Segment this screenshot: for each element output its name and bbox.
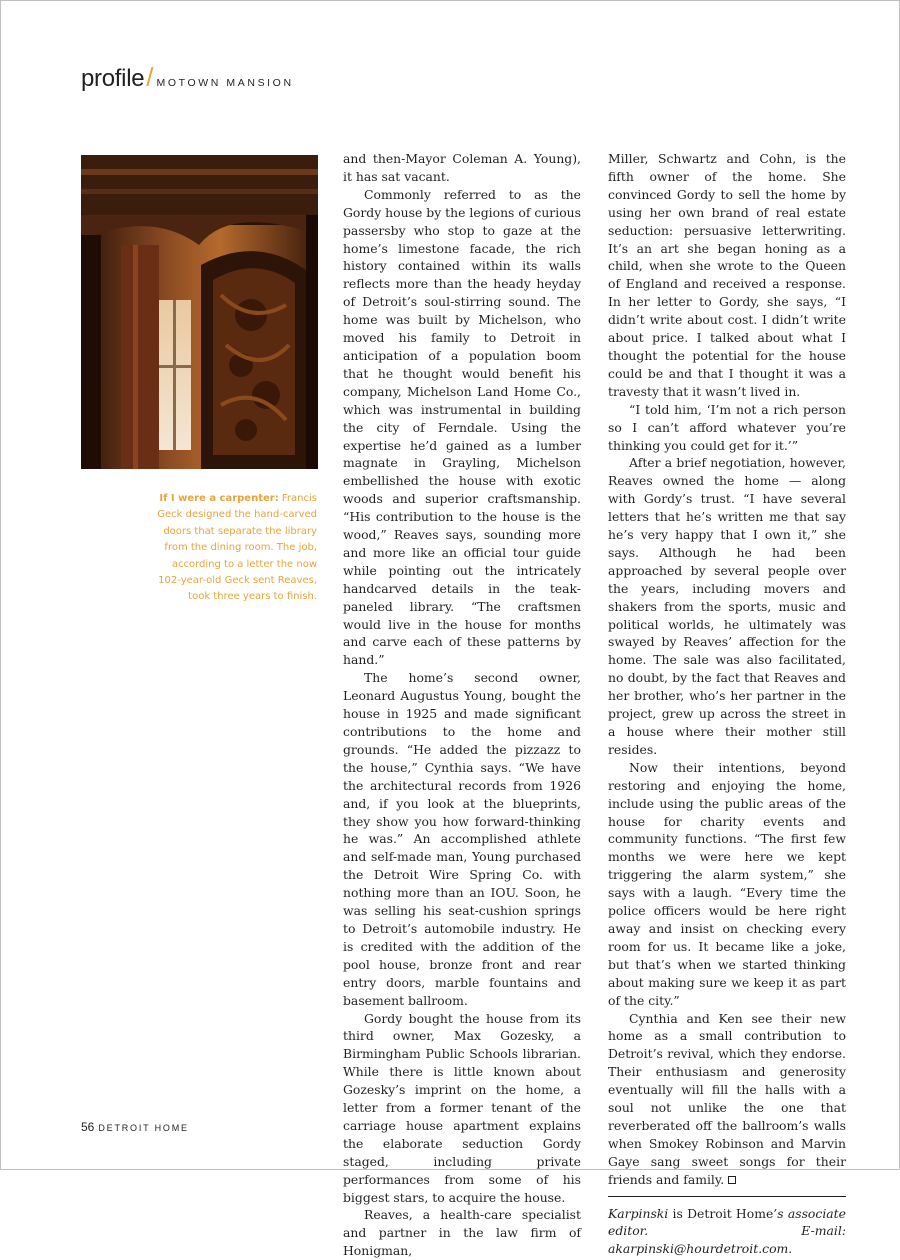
paragraph: Reaves, a health-care specialist and partner in the law firm of Honigman,: [343, 1207, 581, 1259]
paragraph: The home’s second owner, Leonard Augustus Young, bought the house in 1925 and made significant contributions to the home and grounds. “He added the pizzazz to the house,” Cynthia says. “We have the architectural records from 1926 and, if you look at the blueprints, they show you how forward-thinking he was.” An accomplished athlete and self-made man, Young purchased the Detroit Wire Spring Co. with nothing more than an IOU. Soon, he was selling his seat-cushion springs to Detroit’s automobile industry. He is credited with the addition of the pool house, bronze front and rear entry doors, marble fountains and basement ballroom.: [343, 670, 581, 1008]
paragraph: Miller, Schwartz and Cohn, is the fifth owner of the home. She convinced Gordy to sell the home by using her own brand of real estate seduction: persuasive letterwriting. It’s an art she began honing as a child, when she wrote to the Queen of England and received a response. In her letter to Gordy, she says, “I didn’t write about cost. I didn’t write about price. I talked about what I thought the potential for the house could be and that I thought it was a travesty that it wasn’t lived in.: [608, 151, 846, 399]
paragraph-last: [608, 1010, 846, 1189]
bio-role: ’s associate editor. E-mail: akarpinski@hourdetroit.com.: [608, 1205, 846, 1257]
paragraph: and then-Mayor Coleman A. Young), it has sat vacant.: [343, 151, 581, 184]
paragraph-text: Cynthia and Ken see their new home as a small contribution to Detroit’s revival, which they endorse. Their enthusiasm and generosity eventually will fill the halls with a soul not unlike the one that reverberated off the ballroom’s walls when Smokey Robinson and Marvin Gaye sang sweet songs for their friends and family.: [608, 1010, 846, 1187]
paragraph: Commonly referred to as the Gordy house by the legions of curious passersby who stop to gaze at the home’s limestone facade, the rich history contained within its walls reflects more than the heady heyday of Detroit’s soul-stirring sound. The home was built by Michelson, who moved his family to Detroit in anticipation of a population boom that he thought would benefit his company, Michelson Land Home Co., which was instrumental in building the city of Ferndale. Using the expertise he’d gained as a lumber magnate in Grayling, Michelson embellished the house with exotic woods and superior craftsmanship. “His contribution to the house is the wood,” Reaves says, sounding more and more like an official tour guide while pointing out the intricately handcarved details in the teak-paneled library. “The craftsmen would live in the house for months and carve each of these patterns by hand.”: [343, 186, 581, 668]
paragraph: “I told him, ‘I’m not a rich person so I can’t afford whatever you’re thinking you could get for it.’”: [608, 401, 846, 453]
photo-caption: [150, 491, 317, 606]
bio-divider: [608, 1196, 846, 1197]
bio-publication: Detroit Home: [687, 1205, 774, 1221]
page-footer: [81, 1118, 189, 1136]
page-number: 56: [81, 1120, 95, 1134]
section-subtitle: MOTOWN MANSION: [156, 77, 294, 89]
footer-publication: DETROIT HOME: [98, 1123, 189, 1133]
bio-is: is: [668, 1205, 688, 1221]
caption-text: Francis Geck designed the hand-carved doors that separate the library from the dining room. The job, according to a letter the now 102-year-old Geck sent Reaves, took three years to finish.: [157, 493, 317, 603]
section-title: profile: [81, 65, 145, 92]
author-name: Karpinski: [608, 1205, 669, 1221]
article-column-2: [608, 150, 846, 1258]
author-bio: [608, 1205, 846, 1259]
paragraph: After a brief negotiation, however, Reaves owned the home — along with Gordy’s trust. “I have several letters that he’s written me that say he’s very happy that I own it,” she says. Although he had been approached by several people over the years, including movers and shakers from the sports, music and political worlds, he ultimately was swayed by Reaves’ affection for the home. The sale was also facilitated, no doubt, by the fact that Reaves and her brother, who’s her partner in the project, grew up across the street in a house where their mother still resides.: [608, 455, 846, 757]
section-header: [81, 62, 294, 93]
article-column-1: [343, 150, 581, 1260]
paragraph: Now their intentions, beyond restoring and enjoying the home, include using the public areas of the house for charity events and community functions. “The first few months we were here we kept triggering the alarm system,” she says with a laugh. “Every time the police officers would be here right away and insist on checking every room for us. It became like a joke, but that’s when we started thinking about making sure we keep it as part of the city.”: [608, 759, 846, 1008]
end-mark-icon: [728, 1176, 736, 1184]
slash-divider: /: [146, 62, 154, 92]
paragraph: Gordy bought the house from its third owner, Max Gozesky, a Birmingham Public Schools librarian. While there is little known about Gozesky’s imprint on the home, a letter from a former tenant of the carriage house apartment explains the elaborate seduction Gordy staged, including private performances from some of his biggest stars, to acquire the house.: [343, 1010, 581, 1205]
carved-doors-photo: [81, 155, 318, 469]
caption-lead: If I were a carpenter:: [159, 493, 279, 504]
